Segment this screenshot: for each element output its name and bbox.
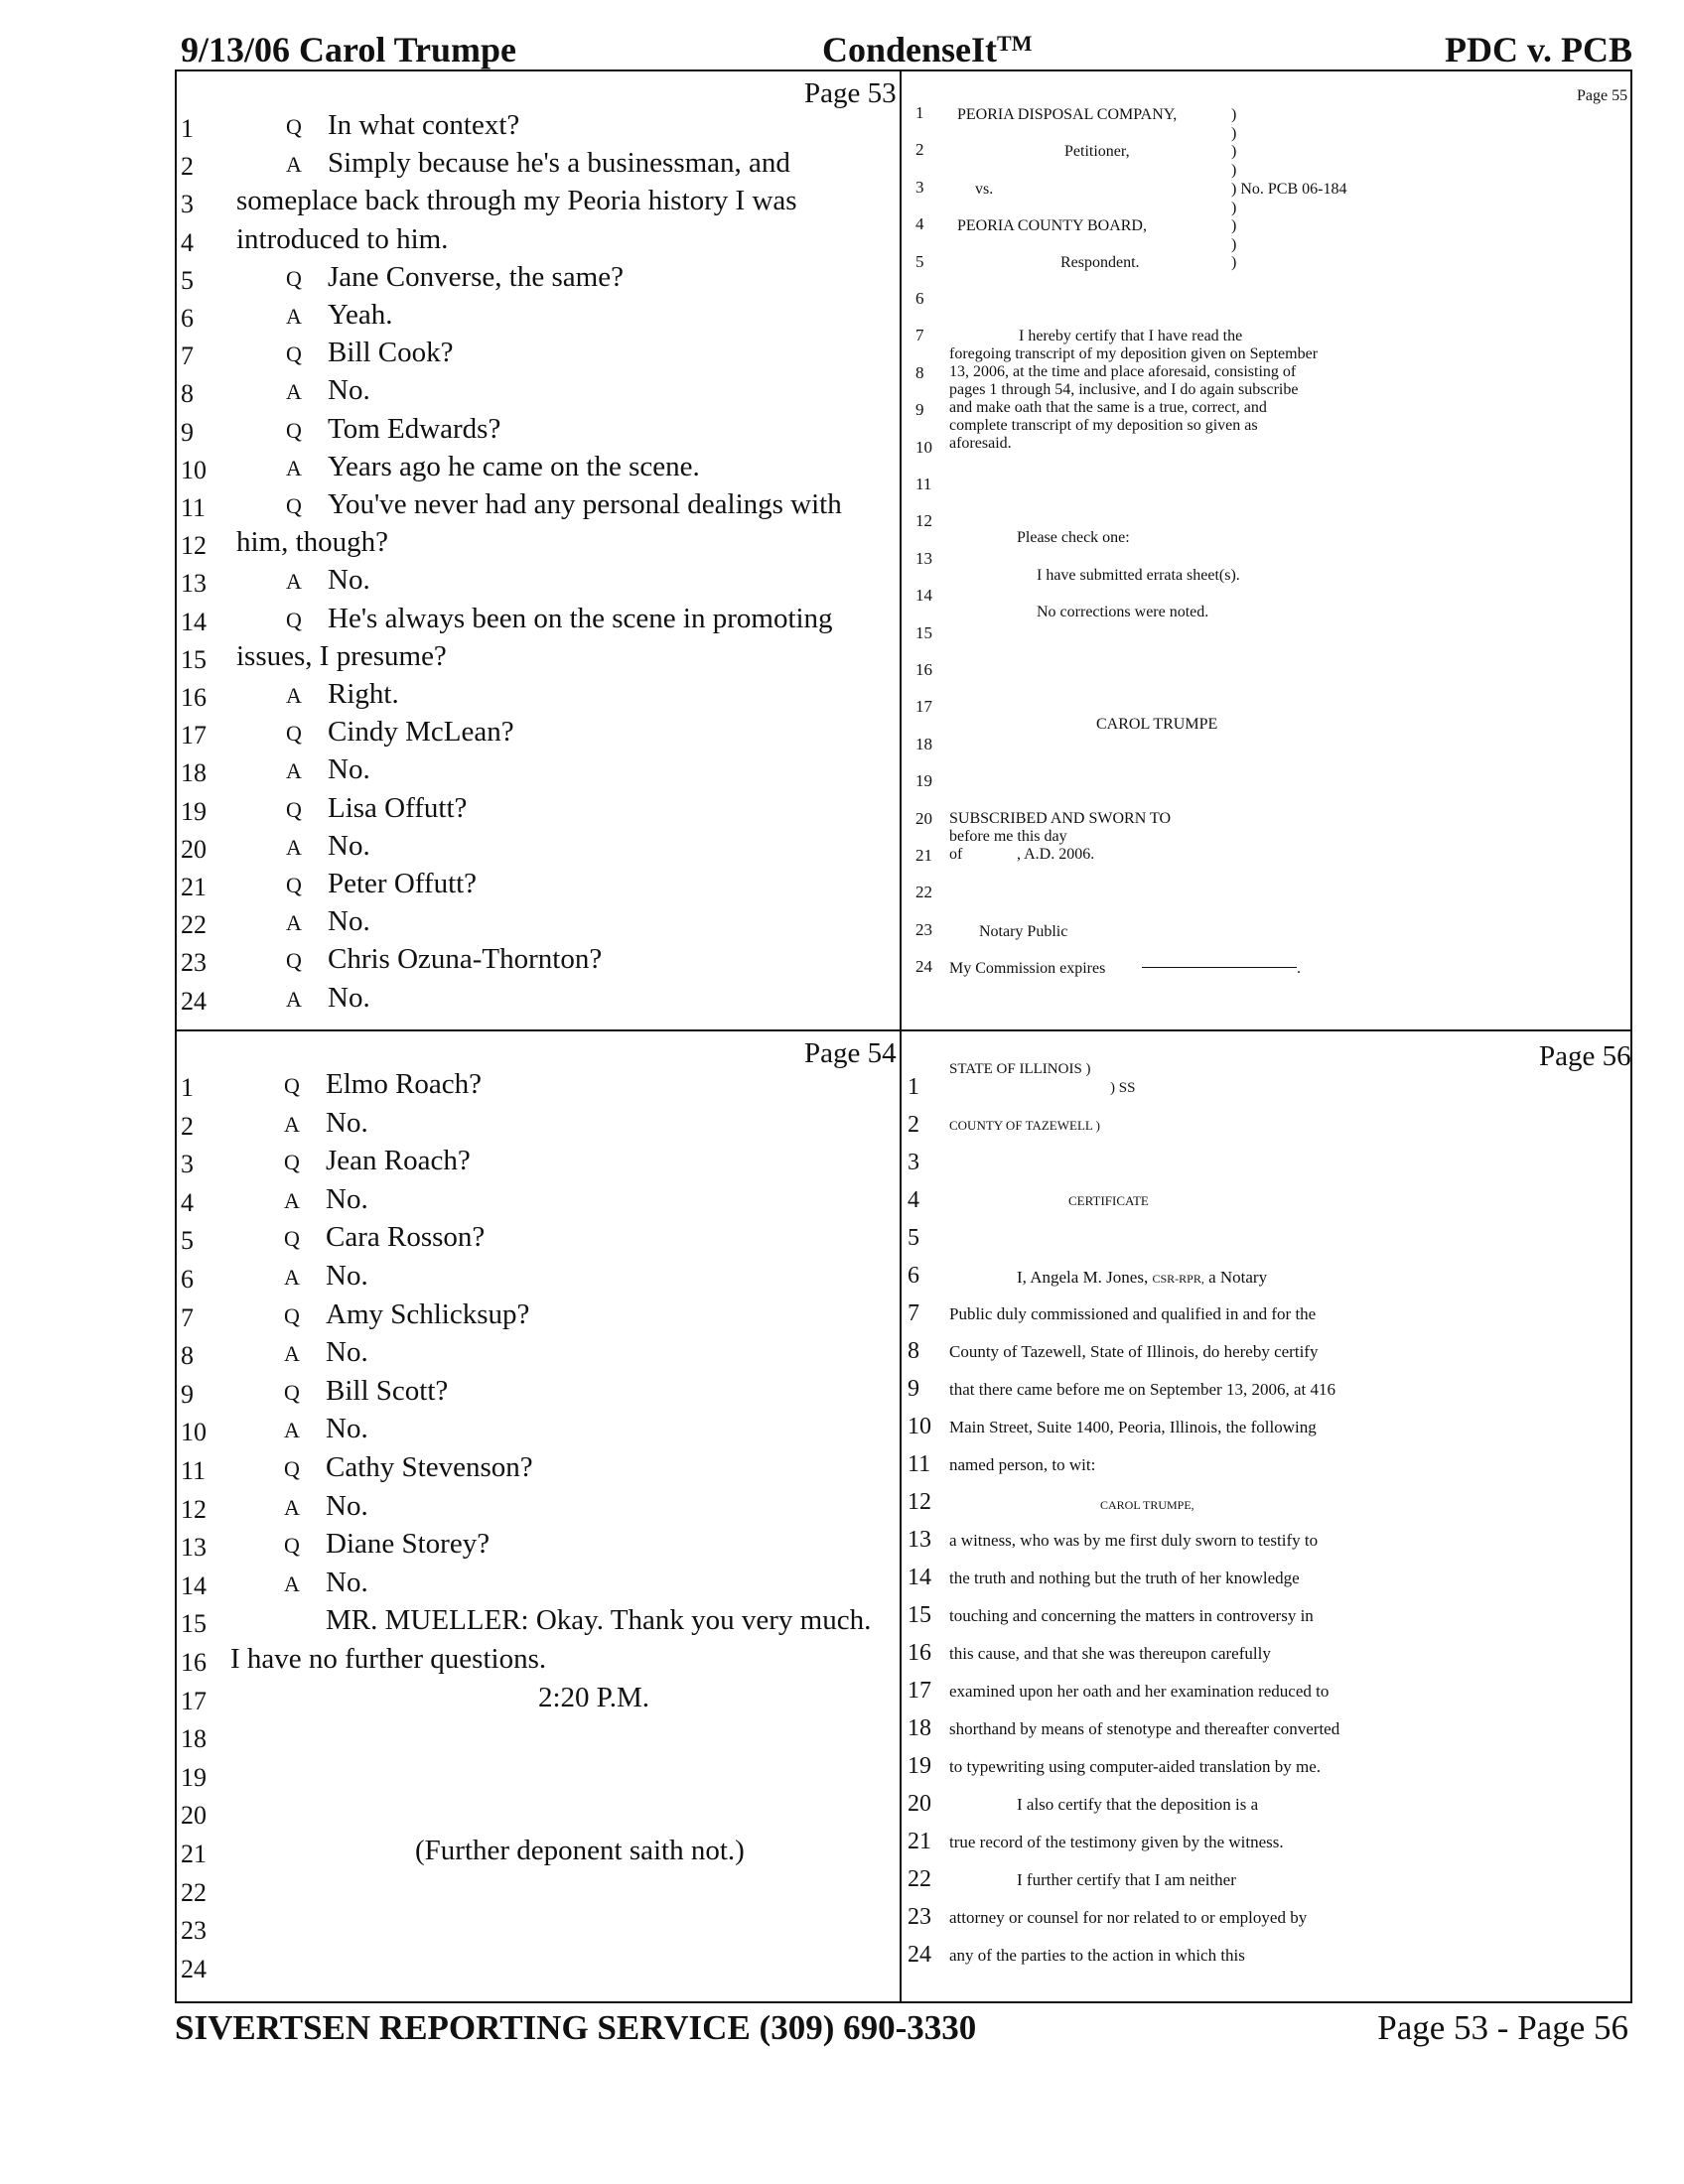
line-number: 7 bbox=[181, 1303, 194, 1332]
speaker-marker: A bbox=[286, 304, 302, 329]
before-me-this-day: before me this day bbox=[949, 828, 1067, 845]
certificate-line: County of Tazewell, State of Illinois, do hereby certify bbox=[949, 1342, 1319, 1361]
speaker-marker: Q bbox=[286, 418, 302, 443]
line-number: 11 bbox=[915, 475, 932, 493]
transcript-line: Jean Roach? bbox=[326, 1145, 471, 1176]
line-number: 20 bbox=[181, 1801, 207, 1830]
speaker-marker: Q bbox=[284, 1533, 300, 1558]
line-number: 7 bbox=[181, 341, 194, 370]
line-number: 6 bbox=[181, 304, 194, 333]
transcript-line: No. bbox=[328, 905, 370, 937]
line-number: 2 bbox=[181, 152, 194, 181]
line-number: 21 bbox=[915, 846, 932, 865]
line-number: 4 bbox=[908, 1187, 919, 1213]
certify-line: foregoing transcript of my deposition given on September bbox=[949, 345, 1319, 362]
line-number: 23 bbox=[915, 920, 932, 939]
certificate-line: named person, to wit: bbox=[949, 1455, 1096, 1474]
speaker-marker: A bbox=[286, 379, 302, 404]
transcript-line: issues, I presume? bbox=[236, 640, 447, 672]
transcript-line: I have no further questions. bbox=[230, 1643, 547, 1675]
certificate-line: true record of the testimony given by the witness. bbox=[949, 1833, 1284, 1851]
line-number: 19 bbox=[915, 771, 932, 790]
line-number: 3 bbox=[181, 1150, 194, 1178]
transcript-line: No. bbox=[328, 982, 370, 1014]
reporter-credentials: CSR-RPR, bbox=[1152, 1272, 1204, 1286]
line-number: 3 bbox=[181, 190, 194, 218]
speaker-marker: A bbox=[286, 835, 302, 860]
caption-bracket: ) bbox=[1231, 217, 1237, 234]
line-number: 13 bbox=[908, 1527, 931, 1553]
certify-line: 13, 2006, at the time and place aforesaid, consisting of bbox=[949, 363, 1297, 380]
state-of-illinois: STATE OF ILLINOIS ) bbox=[949, 1061, 1091, 1077]
header-condenseit bbox=[822, 28, 1032, 71]
certificate-line: any of the parties to the action in which this bbox=[949, 1946, 1245, 1965]
transcript-line: Diane Storey? bbox=[326, 1528, 491, 1560]
header-case-name: PDC v. PCB bbox=[1445, 30, 1632, 69]
line-number: 10 bbox=[908, 1414, 931, 1439]
commission-blank-line bbox=[1142, 967, 1297, 968]
transcript-line: No. bbox=[326, 1260, 368, 1292]
page-56-label: Page 56 bbox=[1539, 1040, 1631, 1072]
line-number: 1 bbox=[915, 103, 924, 122]
speaker-marker: A bbox=[286, 758, 302, 783]
speaker-marker: A bbox=[284, 1418, 300, 1442]
certify-line: and make oath that the same is a true, correct, and bbox=[949, 399, 1267, 416]
certificate-title: CERTIFICATE bbox=[1068, 1193, 1149, 1208]
line-number: 9 bbox=[908, 1376, 919, 1402]
speaker-marker: Q bbox=[284, 1150, 300, 1174]
line-number: 3 bbox=[915, 178, 924, 197]
line-number: 2 bbox=[181, 1112, 194, 1141]
no-corrections-option: No corrections were noted. bbox=[1037, 604, 1209, 620]
line-number: 6 bbox=[915, 289, 924, 308]
line-number: 10 bbox=[181, 456, 207, 484]
line-number: 7 bbox=[908, 1300, 919, 1326]
transcript-line: You've never had any personal dealings with bbox=[328, 488, 842, 520]
line-number: 8 bbox=[915, 363, 924, 382]
transcript-line: In what context? bbox=[328, 109, 520, 141]
caption-bracket: ) bbox=[1231, 254, 1237, 271]
transcript-line: Elmo Roach? bbox=[326, 1068, 483, 1100]
speaker-marker: Q bbox=[286, 721, 302, 746]
speaker-marker: A bbox=[286, 456, 302, 480]
line-number: 4 bbox=[181, 1188, 194, 1217]
line-number: 4 bbox=[181, 228, 194, 257]
line-number: 15 bbox=[915, 623, 932, 642]
line-number: 9 bbox=[915, 400, 924, 419]
certify-line: pages 1 through 54, inclusive, and I do again subscribe bbox=[949, 381, 1299, 398]
line-number: 19 bbox=[181, 797, 207, 826]
footer-reporting-service: SIVERTSEN REPORTING SERVICE (309) 690-3330 bbox=[175, 2008, 977, 2047]
caption-bracket: ) bbox=[1231, 236, 1237, 253]
page-53-label: Page 53 bbox=[804, 77, 897, 109]
header-date-witness: 9/13/06 Carol Trumpe bbox=[181, 30, 517, 69]
page-54-label: Page 54 bbox=[804, 1037, 897, 1069]
speaker-marker: A bbox=[284, 1112, 300, 1137]
county-of-tazewell: COUNTY OF TAZEWELL ) bbox=[949, 1118, 1100, 1133]
line-number: 9 bbox=[181, 418, 194, 447]
line-number: 11 bbox=[181, 493, 207, 522]
speaker-marker: A bbox=[284, 1341, 300, 1366]
certificate-line: the truth and nothing but the truth of her knowledge bbox=[949, 1569, 1300, 1587]
line-number: 5 bbox=[181, 266, 194, 295]
transcript-line: introduced to him. bbox=[236, 223, 449, 255]
commission-expires: My Commission expires bbox=[949, 960, 1106, 977]
caption-bracket: ) bbox=[1231, 143, 1237, 160]
speaker-marker: Q bbox=[286, 493, 302, 518]
speaker-marker: Q bbox=[286, 608, 302, 632]
certificate-line: Public duly commissioned and qualified in and for the bbox=[949, 1304, 1317, 1323]
speaker-marker: Q bbox=[286, 873, 302, 897]
certificate-line: touching and concerning the matters in controversy in bbox=[949, 1606, 1314, 1625]
transcript-line: No. bbox=[326, 1183, 368, 1215]
line-number: 9 bbox=[181, 1380, 194, 1409]
line-number: 5 bbox=[908, 1225, 919, 1251]
line-number: 22 bbox=[908, 1866, 931, 1892]
caption-bracket: ) bbox=[1231, 200, 1237, 216]
please-check-one: Please check one: bbox=[1017, 529, 1130, 546]
transcript-line: Simply because he's a businessman, and bbox=[328, 147, 790, 179]
line-number: 6 bbox=[908, 1263, 919, 1289]
line-number: 16 bbox=[908, 1640, 931, 1666]
caption-role-1: Petitioner, bbox=[1064, 143, 1130, 160]
speaker-marker: A bbox=[286, 569, 302, 594]
line-number: 22 bbox=[181, 910, 207, 939]
line-number: 24 bbox=[181, 1955, 207, 1983]
speaker-marker: A bbox=[286, 987, 302, 1012]
line-number: 8 bbox=[908, 1338, 919, 1364]
line-number: 15 bbox=[181, 1609, 207, 1638]
line-number: 10 bbox=[915, 438, 932, 457]
transcript-line: Years ago he came on the scene. bbox=[328, 451, 700, 482]
line-number: 17 bbox=[908, 1678, 931, 1704]
transcript-line: Cindy McLean? bbox=[328, 716, 514, 748]
line-number: 20 bbox=[908, 1791, 931, 1817]
line-number: 22 bbox=[181, 1878, 207, 1907]
line-number: 14 bbox=[181, 1571, 207, 1600]
transcript-line: No. bbox=[326, 1107, 368, 1139]
line-number: 23 bbox=[181, 948, 207, 977]
speaker-marker: Q bbox=[284, 1380, 300, 1405]
transcript-line: him, though? bbox=[236, 526, 389, 558]
line-number: 8 bbox=[181, 379, 194, 408]
line-number: 13 bbox=[181, 1533, 207, 1562]
transcript-line: someplace back through my Peoria history I was bbox=[236, 185, 797, 216]
reporter-name-line bbox=[1017, 1267, 1267, 1290]
speaker-marker: Q bbox=[286, 114, 302, 139]
line-number: 12 bbox=[915, 511, 932, 530]
caption-bracket: ) bbox=[1231, 162, 1237, 179]
line-number: 3 bbox=[908, 1150, 919, 1175]
line-number: 15 bbox=[908, 1602, 931, 1628]
line-number: 1 bbox=[181, 1073, 194, 1102]
transcript-line: Jane Converse, the same? bbox=[328, 261, 624, 293]
caption-party-2: PEORIA COUNTY BOARD, bbox=[957, 217, 1147, 234]
transcript-line: 2:20 P.M. bbox=[538, 1682, 650, 1713]
certificate-line: Main Street, Suite 1400, Peoria, Illinois, the following bbox=[949, 1418, 1317, 1436]
speaker-marker: A bbox=[284, 1571, 300, 1596]
line-number: 17 bbox=[181, 721, 207, 750]
reporter-name: I, Angela M. Jones, bbox=[1017, 1268, 1149, 1287]
line-number: 2 bbox=[908, 1112, 919, 1138]
line-number: 12 bbox=[181, 531, 207, 560]
transcript-line: No. bbox=[326, 1336, 368, 1368]
line-number: 15 bbox=[181, 645, 207, 674]
ss-mark: ) SS bbox=[1110, 1080, 1136, 1096]
line-number: 24 bbox=[908, 1942, 931, 1968]
transcript-line: No. bbox=[328, 564, 370, 596]
line-number: 1 bbox=[908, 1074, 919, 1100]
line-number: 14 bbox=[181, 608, 207, 636]
line-number: 18 bbox=[915, 735, 932, 753]
line-number: 10 bbox=[181, 1418, 207, 1446]
line-number: 11 bbox=[908, 1451, 931, 1477]
transcript-line: He's always been on the scene in promoting bbox=[328, 603, 833, 634]
line-number: 16 bbox=[181, 683, 207, 712]
named-witness: CAROL TRUMPE, bbox=[1100, 1498, 1194, 1512]
caption-case-number: ) No. PCB 06-184 bbox=[1231, 181, 1347, 198]
line-number: 18 bbox=[908, 1715, 931, 1741]
certificate-line: this cause, and that she was thereupon carefully bbox=[949, 1644, 1271, 1663]
line-number: 17 bbox=[181, 1687, 207, 1715]
transcript-line: Peter Offutt? bbox=[328, 868, 478, 899]
transcript-line: Bill Scott? bbox=[326, 1375, 449, 1407]
speaker-marker: Q bbox=[286, 266, 302, 291]
notary-public-label: Notary Public bbox=[979, 923, 1068, 940]
transcript-line: No. bbox=[326, 1413, 368, 1444]
transcript-line: Bill Cook? bbox=[328, 337, 454, 368]
speaker-marker: Q bbox=[286, 797, 302, 822]
certify-line: aforesaid. bbox=[949, 435, 1012, 452]
line-number: 18 bbox=[181, 1724, 207, 1753]
trademark-mark: TM bbox=[997, 31, 1033, 56]
transcript-line: No. bbox=[328, 830, 370, 862]
errata-option: I have submitted errata sheet(s). bbox=[1037, 567, 1240, 584]
speaker-marker: Q bbox=[286, 948, 302, 973]
caption-bracket: ) bbox=[1231, 106, 1237, 123]
transcript-line: Tom Edwards? bbox=[328, 413, 501, 445]
caption-role-2: Respondent. bbox=[1060, 254, 1140, 271]
speaker-marker: Q bbox=[284, 1303, 300, 1328]
transcript-line: Cara Rosson? bbox=[326, 1221, 486, 1253]
transcript-line: (Further deponent saith not.) bbox=[415, 1835, 745, 1866]
transcript-line: Amy Schlicksup? bbox=[326, 1298, 530, 1330]
line-number: 23 bbox=[908, 1904, 931, 1930]
speaker-marker: Q bbox=[284, 1073, 300, 1098]
transcript-line: No. bbox=[328, 374, 370, 406]
line-number: 22 bbox=[915, 883, 932, 901]
deponent-signature-name: CAROL TRUMPE bbox=[1096, 716, 1218, 733]
page-55-label: Page 55 bbox=[1577, 87, 1628, 104]
subscribed-sworn: SUBSCRIBED AND SWORN TO bbox=[949, 810, 1172, 827]
caption-vs: vs. bbox=[975, 181, 994, 198]
line-number: 16 bbox=[915, 660, 932, 679]
line-number: 20 bbox=[181, 835, 207, 864]
speaker-marker: A bbox=[284, 1188, 300, 1213]
line-number: 20 bbox=[915, 809, 932, 828]
transcript-line: Right. bbox=[328, 678, 399, 710]
footer-page-range: Page 53 - Page 56 bbox=[1377, 2008, 1628, 2047]
line-number: 18 bbox=[181, 758, 207, 787]
line-number: 14 bbox=[915, 586, 932, 605]
line-number: 21 bbox=[908, 1829, 931, 1854]
line-number: 11 bbox=[181, 1456, 207, 1485]
line-number: 8 bbox=[181, 1341, 194, 1370]
vertical-divider bbox=[900, 69, 902, 2003]
speaker-marker: A bbox=[286, 683, 302, 708]
notary-word: a Notary bbox=[1208, 1268, 1268, 1287]
certificate-line: attorney or counsel for nor related to or employed by bbox=[949, 1908, 1308, 1927]
ad-2006: , A.D. 2006. bbox=[1017, 846, 1095, 863]
caption-bracket: ) bbox=[1231, 125, 1237, 142]
certificate-line: I further certify that I am neither bbox=[1017, 1870, 1236, 1889]
line-number: 19 bbox=[908, 1753, 931, 1779]
speaker-marker: A bbox=[284, 1265, 300, 1290]
line-number: 12 bbox=[181, 1495, 207, 1524]
transcript-line: No. bbox=[328, 753, 370, 785]
caption-party-1: PEORIA DISPOSAL COMPANY, bbox=[957, 106, 1178, 123]
speaker-marker: Q bbox=[286, 341, 302, 366]
line-number: 13 bbox=[181, 569, 207, 598]
line-number: 16 bbox=[181, 1648, 207, 1677]
line-number: 24 bbox=[181, 987, 207, 1016]
line-number: 21 bbox=[181, 873, 207, 901]
transcript-line: No. bbox=[326, 1567, 368, 1598]
speaker-marker: A bbox=[284, 1495, 300, 1520]
transcript-line: No. bbox=[326, 1490, 368, 1522]
line-number: 19 bbox=[181, 1763, 207, 1792]
speaker-marker: A bbox=[286, 152, 302, 177]
header-condenseit-text: CondenseIt bbox=[822, 30, 998, 69]
line-number: 24 bbox=[915, 957, 932, 976]
line-number: 17 bbox=[915, 697, 932, 716]
horizontal-divider bbox=[175, 1029, 1632, 1031]
line-number: 23 bbox=[181, 1916, 207, 1945]
line-number: 21 bbox=[181, 1840, 207, 1868]
certify-line: complete transcript of my deposition so given as bbox=[949, 417, 1258, 434]
speaker-marker: A bbox=[286, 910, 302, 935]
line-number: 2 bbox=[915, 140, 924, 159]
commission-period: . bbox=[1297, 960, 1301, 977]
transcript-line: Lisa Offutt? bbox=[328, 792, 468, 824]
speaker-marker: Q bbox=[284, 1456, 300, 1481]
certificate-line: to typewriting using computer-aided translation by me. bbox=[949, 1757, 1322, 1776]
line-number: 5 bbox=[915, 252, 924, 271]
line-number: 13 bbox=[915, 549, 932, 568]
line-number: 12 bbox=[908, 1489, 931, 1515]
transcript-line: Yeah. bbox=[328, 299, 393, 331]
certificate-line: shorthand by means of stenotype and thereafter converted bbox=[949, 1719, 1340, 1738]
transcript-line: MR. MUELLER: Okay. Thank you very much. bbox=[326, 1604, 872, 1636]
certificate-line: that there came before me on September 13, 2006, at 416 bbox=[949, 1380, 1335, 1399]
line-number: 5 bbox=[181, 1226, 194, 1255]
line-number: 4 bbox=[915, 214, 924, 233]
transcript-line: Chris Ozuna-Thornton? bbox=[328, 943, 603, 975]
line-number: 14 bbox=[908, 1565, 931, 1590]
certify-line: I hereby certify that I have read the bbox=[1019, 328, 1243, 344]
line-number: 1 bbox=[181, 114, 194, 143]
certificate-line: examined upon her oath and her examination reduced to bbox=[949, 1682, 1330, 1701]
certificate-line: a witness, who was by me first duly sworn to testify to bbox=[949, 1531, 1319, 1550]
certificate-line: I also certify that the deposition is a bbox=[1017, 1795, 1259, 1814]
speaker-marker: Q bbox=[284, 1226, 300, 1251]
line-number: 7 bbox=[915, 326, 924, 344]
transcript-line: Cathy Stevenson? bbox=[326, 1451, 533, 1483]
line-number: 6 bbox=[181, 1265, 194, 1294]
of-label: of bbox=[949, 846, 963, 863]
